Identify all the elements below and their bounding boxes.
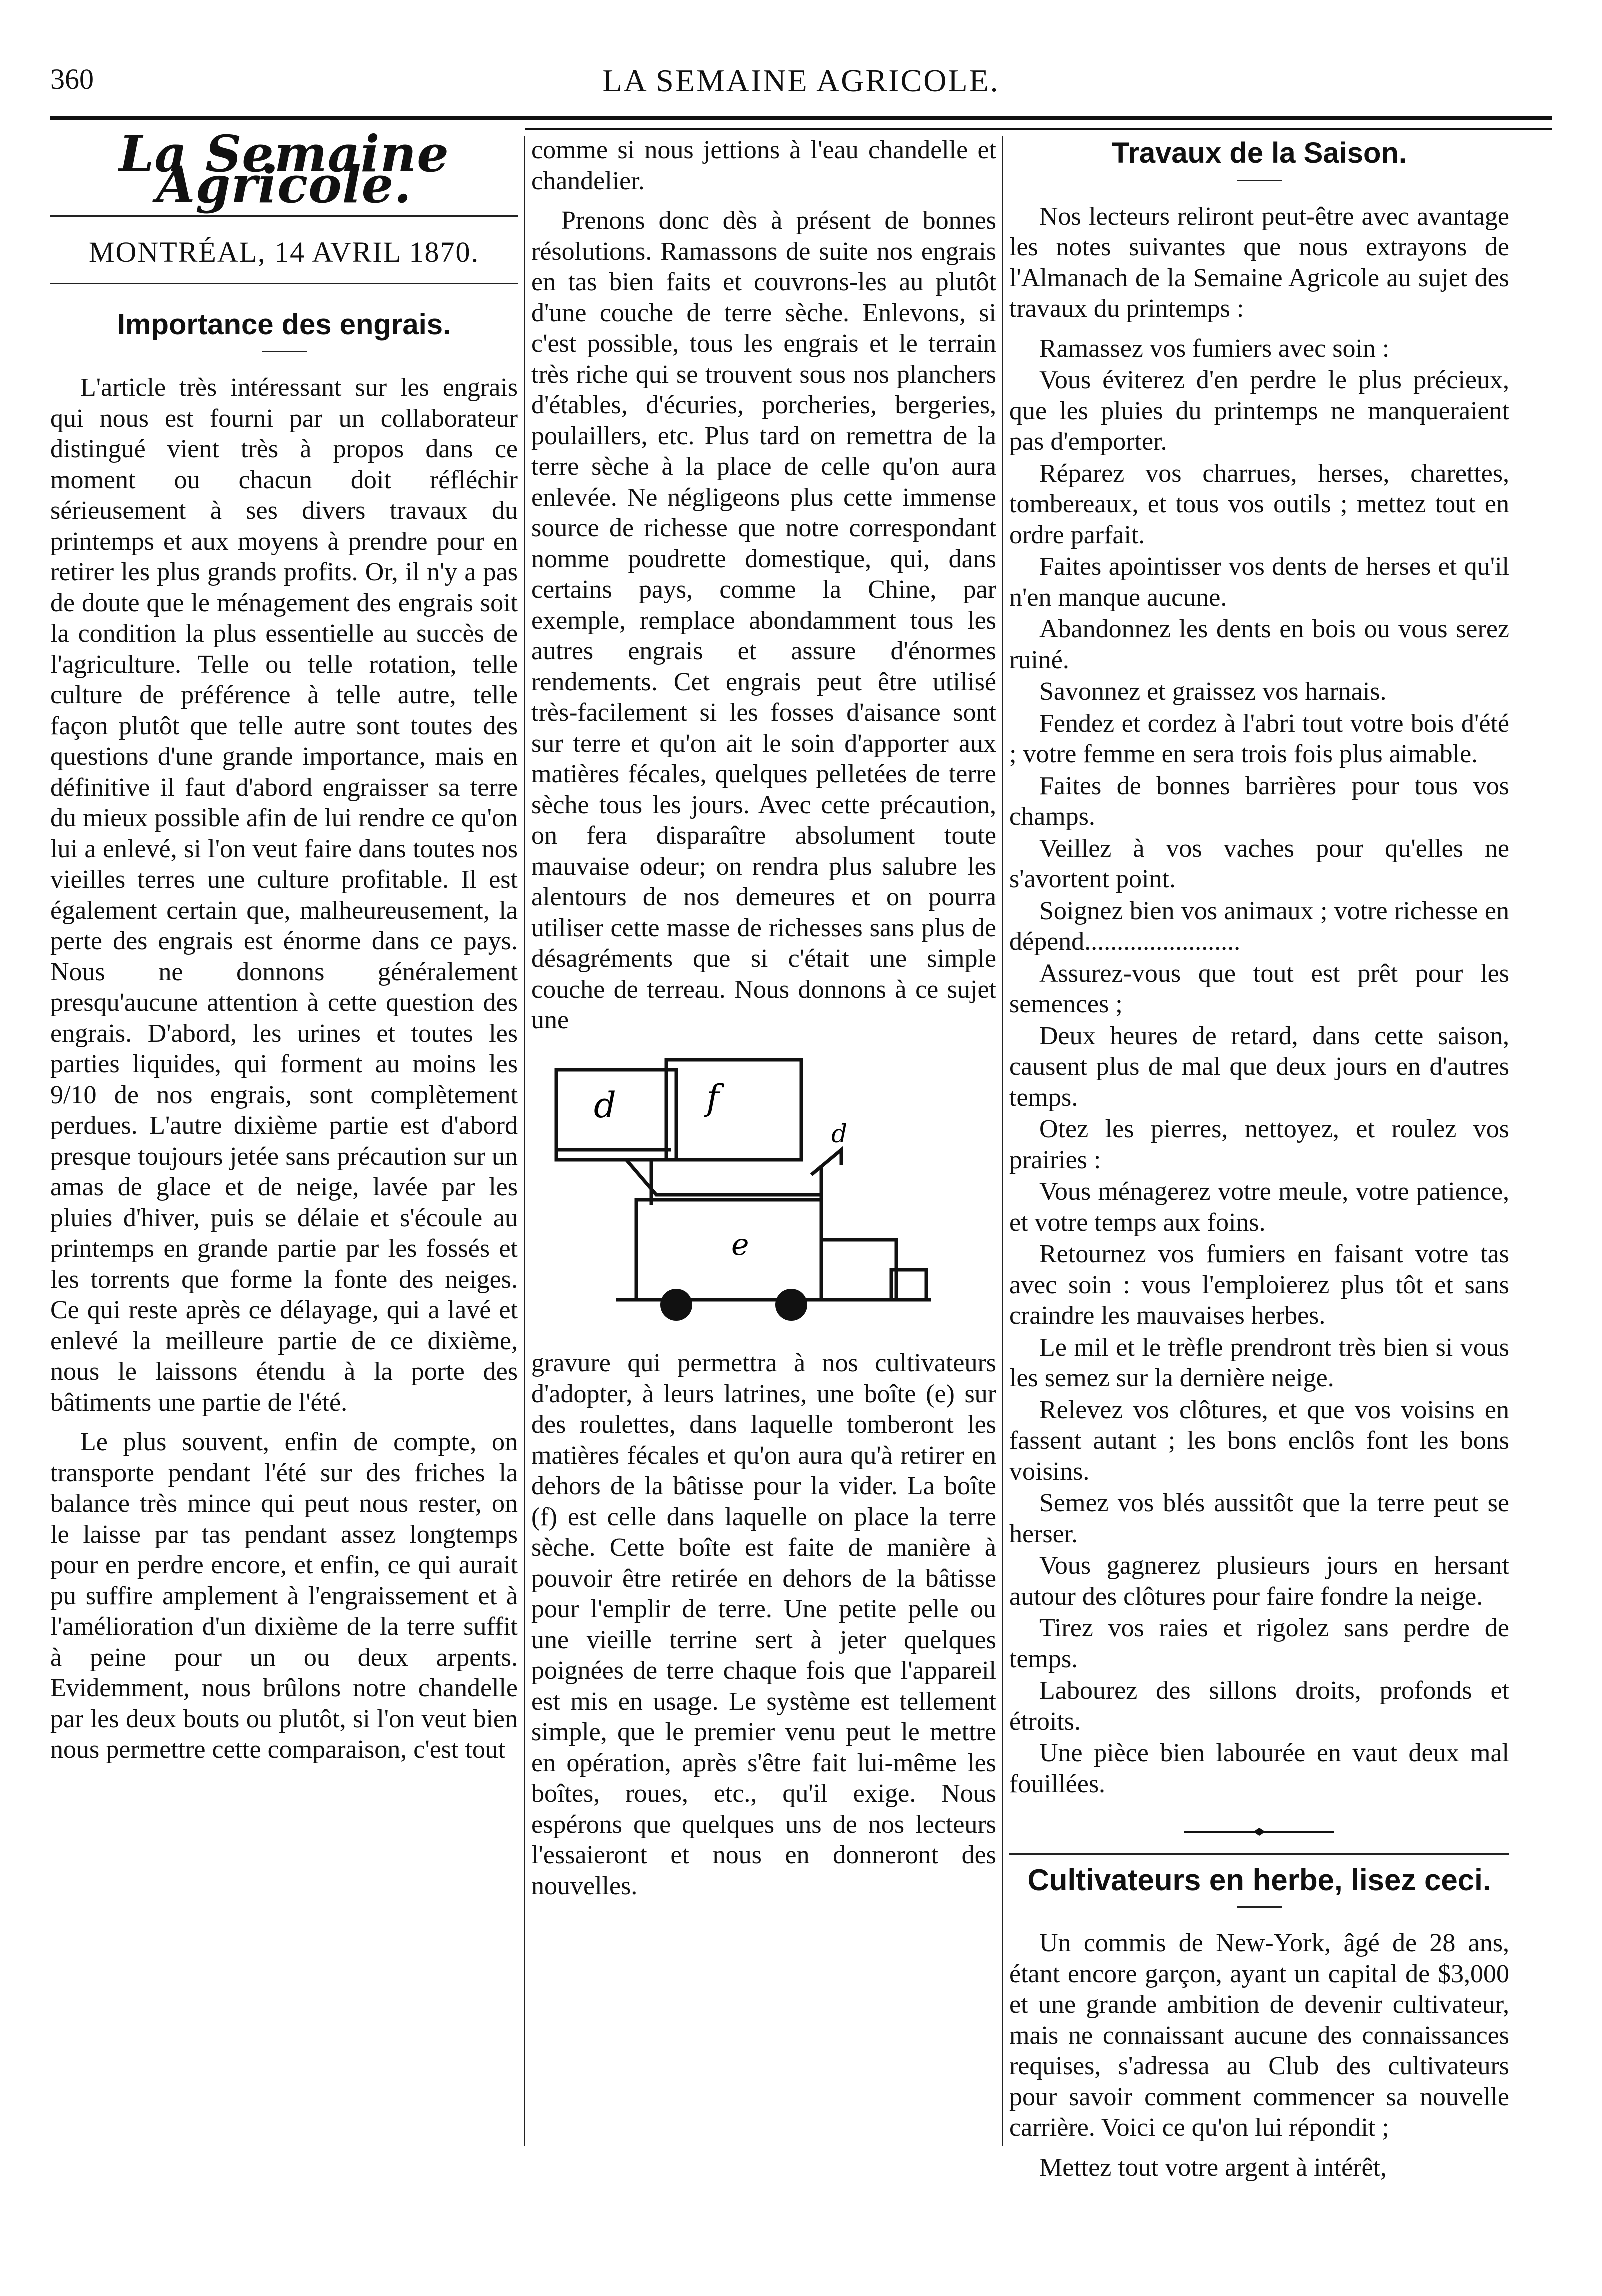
article-paragraph: comme si nous jettions à l'eau chandelle et chandelier.: [531, 136, 996, 196]
masthead: La Semaine Agricole.: [119, 124, 449, 214]
list-item: Veillez à vos vaches pour qu'elles ne s'avortent point.: [1009, 834, 1509, 894]
header-rule: [50, 116, 1552, 120]
list-item: Faites de bonnes barrières pour tous vos champs.: [1009, 772, 1509, 831]
latrine-box-engraving: [541, 1050, 996, 1338]
label-handle-d: d: [831, 1119, 848, 1148]
list-item: Tirez vos raies et rigolez sans perdre de temps.: [1009, 1614, 1509, 1674]
list-item: Relevez vos clôtures, et que vos voisins en fassent autant ; les bons enclôs font les bons voisins.: [1009, 1396, 1509, 1486]
article-paragraph: gravure qui permettra à nos cultivateurs d'adopter, à leurs latrines, une boîte (e) sur des roulettes, dans laquelle tomberont les matières fécales et qu'on aura qu'à retirer en dehors de la bâtisse pour la vider. La boîte (f) est celle dans laquelle on place la terre sèche. Cette boîte est faite de manière à pouvoir être retirée en dehors de la bâtisse pour l'emplir de terre. Une petite pelle ou une vieille terrine sert à jeter quelques poignées de terre chaque fois que l'appareil est mis en usage. Le système est tellement simple, que le premier venu peut le mettre en opération, après s'être fait lui-même les boîtes, roues, etc., qu'il exige. Nous espérons que quelques uns de nos lecteurs l'essaieront et nous en donneront des nouvelles.: [531, 1349, 996, 1900]
article-heading: Travaux de la Saison.: [1112, 137, 1407, 170]
list-item: Fendez et cordez à l'abri tout votre bois d'été ; votre femme en sera trois fois plus aimable.: [1009, 709, 1509, 768]
running-header: [50, 58, 1552, 112]
dateline: MONTRÉAL, 14 AVRIL 1870.: [88, 236, 480, 268]
list-item: Ramassez vos fumiers avec soin :: [1039, 334, 1390, 363]
list-item: Assurez-vous que tout est prêt pour les semences ;: [1009, 959, 1509, 1018]
column-divider: [1002, 136, 1003, 2146]
box-f: [666, 1060, 801, 1160]
label-d: d: [594, 1084, 616, 1126]
list-item: Vous éviterez d'en perdre le plus précieux, que les pluies du printemps ne manqueraient pas d'emporter.: [1009, 366, 1509, 456]
column-3: [1009, 135, 1509, 2256]
article-paragraph: Nos lecteurs reliront peut-être avec avantage les notes suivantes que nous extrayons de l'Almanach de la Semaine Agricole au sujet des travaux du printemps :: [1009, 202, 1509, 323]
article-paragraph: Mettez tout votre argent à intérêt,: [1039, 2153, 1387, 2182]
article-paragraph: L'article très intéressant sur les engrais qui nous est fourni par un collaborateur distingué vient très à propos dans ce moment ou chacun doit réfléchir sérieusement à ses divers travaux du printemps et aux moyens à prendre pour en retirer les plus grands profits. Or, il n'y a pas de doute que le ménagement des engrais soit la condition la plus essentielle au succès de l'agriculture. Telle ou telle rotation, telle culture de préférence à telle autre, telle façon plutôt que telle autre sont toutes des questions d'une grande importance, mais en définitive il faut d'abord engraisser sa terre du mieux possible afin de lui rendre ce qu'on lui a enlevé, si l'on veut faire dans toutes nos vieilles terres une culture profitable. Il est également certain que, malheureusement, la perte des engrais est énorme dans ce pays. Nous ne donnons généralement presqu'aucune attention à cette question des engrais. D'abord, les urines et toutes les parties liquides, qui forment au moins les 9/10 de nos engrais, sont complètement perdues. L'autre dixième partie est d'abord presque toujours jetée sans précaution sur un amas de glace et de neige, lavée par les pluies d'hiver, puis se délaie et s'écoule au printemps en grande partie par les fossés et les torrents que forme la fonte des neiges. Ce qui reste après ce délayage, qui a lavé et enlevé la meilleure partie de ce dixième, nous le laissons étendu à la porte des bâtiments une partie de l'été.: [50, 374, 518, 1417]
divider: [50, 283, 518, 284]
list-item: Une pièce bien labourée en vaut deux mal fouillées.: [1009, 1739, 1509, 1798]
ornament-rule: [1184, 1827, 1334, 1837]
heading-dash: [1237, 1906, 1282, 1908]
column-divider: [524, 136, 525, 2146]
running-title: LA SEMAINE AGRICOLE.: [602, 63, 1000, 98]
list-item: Semez vos blés aussitôt que la terre peut se herser.: [1009, 1489, 1509, 1548]
ornament-divider: [1009, 1814, 1509, 1846]
list-item: Abandonnez les dents en bois ou vous serez ruiné.: [1009, 615, 1509, 674]
column-1: [50, 124, 518, 2256]
column-2: [531, 135, 996, 2256]
list-item: Soignez bien vos animaux ; votre richesse en dépend........................: [1009, 896, 1509, 956]
list-item: Faites apointisser vos dents de herses et qu'il n'en manque aucune.: [1009, 552, 1509, 612]
list-item: Otez les pierres, nettoyez, et roulez vos prairies :: [1009, 1115, 1509, 1174]
heading-dash: [262, 351, 307, 352]
list-item: Savonnez et graissez vos harnais.: [1039, 678, 1387, 706]
divider: [50, 216, 518, 217]
list-item: Retournez vos fumiers en faisant votre tas avec soin : vous l'emploierez plus tôt et sans craindre les mauvaises herbes.: [1009, 1240, 1509, 1330]
list-item: Deux heures de retard, dans cette saison, causent plus de mal que deux jours en d'autres temps.: [1009, 1022, 1509, 1112]
article-paragraph: Prenons donc dès à présent de bonnes résolutions. Ramassons de suite nos engrais en tas bien faits et couvrons-les au plutôt d'une couche de terre sèche. Enlevons, si c'est possible, tous les engrais et le terrain très riche qui se trouvent sous nos planchers d'étables, d'écuries, porcheries, bergeries, poulaillers, etc. Plus tard on remettra de la terre sèche à la place de celle qu'on aura enlevée. Ne négligeons plus cette immense source de richesse que notre correspondant nomme poudrette domestique, qui, dans certains pays, comme la Chine, par exemple, remplace abondamment tous les autres engrais et assure d'énormes rendements. Cet engrais peut être utilisé très-facilement si les fosses d'aisance sont sur terre et qu'on ait le soin d'apporter aux matières fécales, quelques pelletées de terre sèche tous les jours. Avec cette précaution, on fera disparaître absolument toute mauvaise odeur; on rendra plus salubre les alentours de nos demeures et on pourra utiliser cette masse de richesses sans plus de désagréments que si c'était une simple couche de terreau. Nous donnons à ce sujet une: [531, 206, 996, 1034]
list-item: Vous ménagerez votre meule, votre patience, et votre temps aux foins.: [1009, 1178, 1509, 1237]
article-heading: Importance des engrais.: [117, 308, 451, 341]
label-e: e: [731, 1227, 749, 1262]
label-f: f: [706, 1077, 719, 1118]
advice-list: [1009, 334, 1509, 1800]
divider: [1009, 1854, 1509, 1855]
header-rule-thin: [525, 128, 1552, 130]
list-item: Labourez des sillons droits, profonds et étroits.: [1009, 1676, 1509, 1736]
list-item: Le mil et le trèfle prendront très bien si vous les semez sur la dernière neige.: [1009, 1333, 1509, 1392]
list-item: Vous gagnerez plusieurs jours en hersant autour des clôtures pour faire fondre la neige.: [1009, 1552, 1509, 1611]
list-item: Réparez vos charrues, herses, charettes, tombereaux, et tous vos outils ; mettez tout en ordre parfait.: [1009, 459, 1509, 550]
article-heading: Cultivateurs en herbe, lisez ceci.: [1027, 1863, 1491, 1897]
engraving-figure: [541, 1050, 966, 1330]
heading-dash: [1237, 180, 1282, 182]
article-paragraph: Un commis de New-York, âgé de 28 ans, étant encore garçon, ayant un capital de $3,000 et une grande ambition de devenir cultivateur, mais ne connaissant aucune des connaissances requises, s'adressa au Club des cultivateurs pour savoir comment commencer sa nouvelle carrière. Voici ce qu'on lui répondit ;: [1009, 1929, 1509, 2142]
article-paragraph: Le plus souvent, enfin de compte, on transporte pendant l'été sur des friches la balance très mince qui peut nous rester, on le laisse par tas pendant assez longtemps pour en perdre encore, et enfin, ce qui aurait pu suffire amplement à l'engraissement et à l'amélioration d'un dixième de la terre suffit à peine pour un ou deux arpents. Evidemment, nous brûlons notre chandelle par les deux bouts ou plutôt, si l'on veut bien nous permettre cette comparaison, c'est tout: [50, 1428, 518, 1764]
page-number: 360: [50, 63, 94, 96]
box-d: [556, 1070, 676, 1160]
